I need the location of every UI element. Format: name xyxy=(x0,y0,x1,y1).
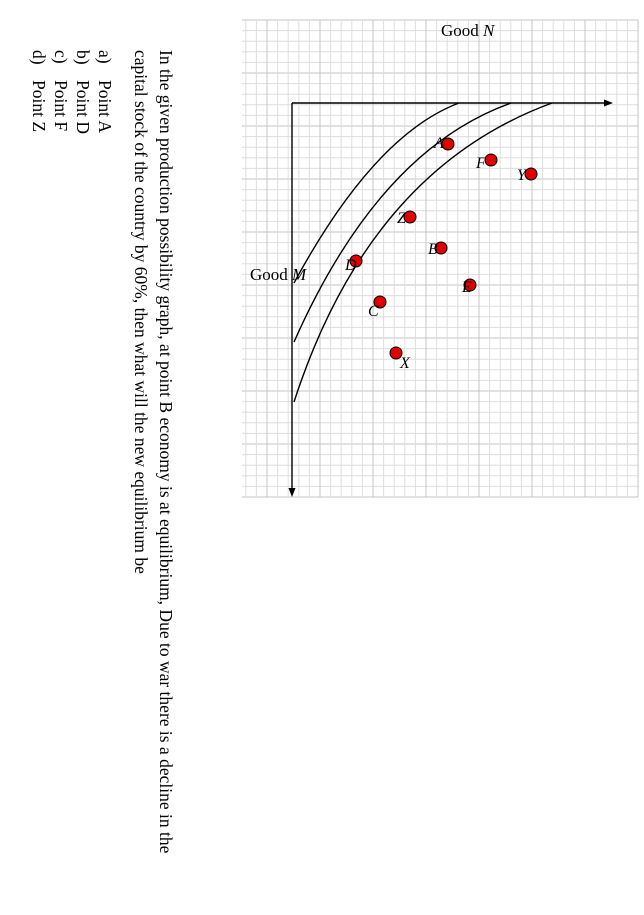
horizontal-axis-label: Good N xyxy=(441,21,495,40)
point-C-label: C xyxy=(368,303,379,320)
answer-options xyxy=(28,50,116,134)
horizontal-axis-arrow xyxy=(289,488,296,497)
option-a[interactable] xyxy=(94,50,116,134)
option-d-text: Point Z xyxy=(29,80,49,133)
graph-grid xyxy=(242,20,638,497)
option-a-text: Point A xyxy=(95,80,115,134)
point-Y xyxy=(517,167,537,184)
point-X-label: X xyxy=(400,355,410,372)
option-c[interactable] xyxy=(50,50,72,134)
point-E-label: E xyxy=(462,279,472,296)
option-d[interactable] xyxy=(28,50,50,134)
point-Y-label: Y xyxy=(517,167,526,184)
vertical-axis-label: Good M xyxy=(250,265,307,284)
question-text: In the given production possibility graph, at point B economy is at equilibrium, Due to war there is a decline in the capital stock of the country by 60%, then what will the new equilibrium be xyxy=(131,50,176,854)
point-F-marker xyxy=(485,154,497,166)
option-d-letter: d) xyxy=(29,50,49,65)
option-a-letter: a) xyxy=(95,50,115,64)
point-F-label: F xyxy=(476,155,486,172)
point-B-label: B xyxy=(428,241,438,258)
point-A-label: A xyxy=(434,135,444,152)
point-E xyxy=(461,279,476,296)
point-A-marker xyxy=(442,138,454,150)
ppf-graph xyxy=(214,0,644,915)
point-B xyxy=(428,241,447,258)
point-Z-label: Z xyxy=(397,210,406,227)
point-A xyxy=(433,135,454,152)
ppf-curve-outer xyxy=(294,103,552,402)
point-F xyxy=(475,154,497,172)
option-b-letter: b) xyxy=(73,50,93,65)
vertical-axis-arrow xyxy=(604,100,613,107)
option-b[interactable] xyxy=(72,50,94,134)
point-Y-marker xyxy=(525,168,537,180)
option-c-letter: c) xyxy=(51,50,71,64)
point-D-label: D xyxy=(345,257,357,274)
option-c-text: Point F xyxy=(51,80,71,132)
point-Z xyxy=(397,210,416,227)
option-b-text: Point D xyxy=(73,80,93,134)
point-D xyxy=(344,255,362,274)
